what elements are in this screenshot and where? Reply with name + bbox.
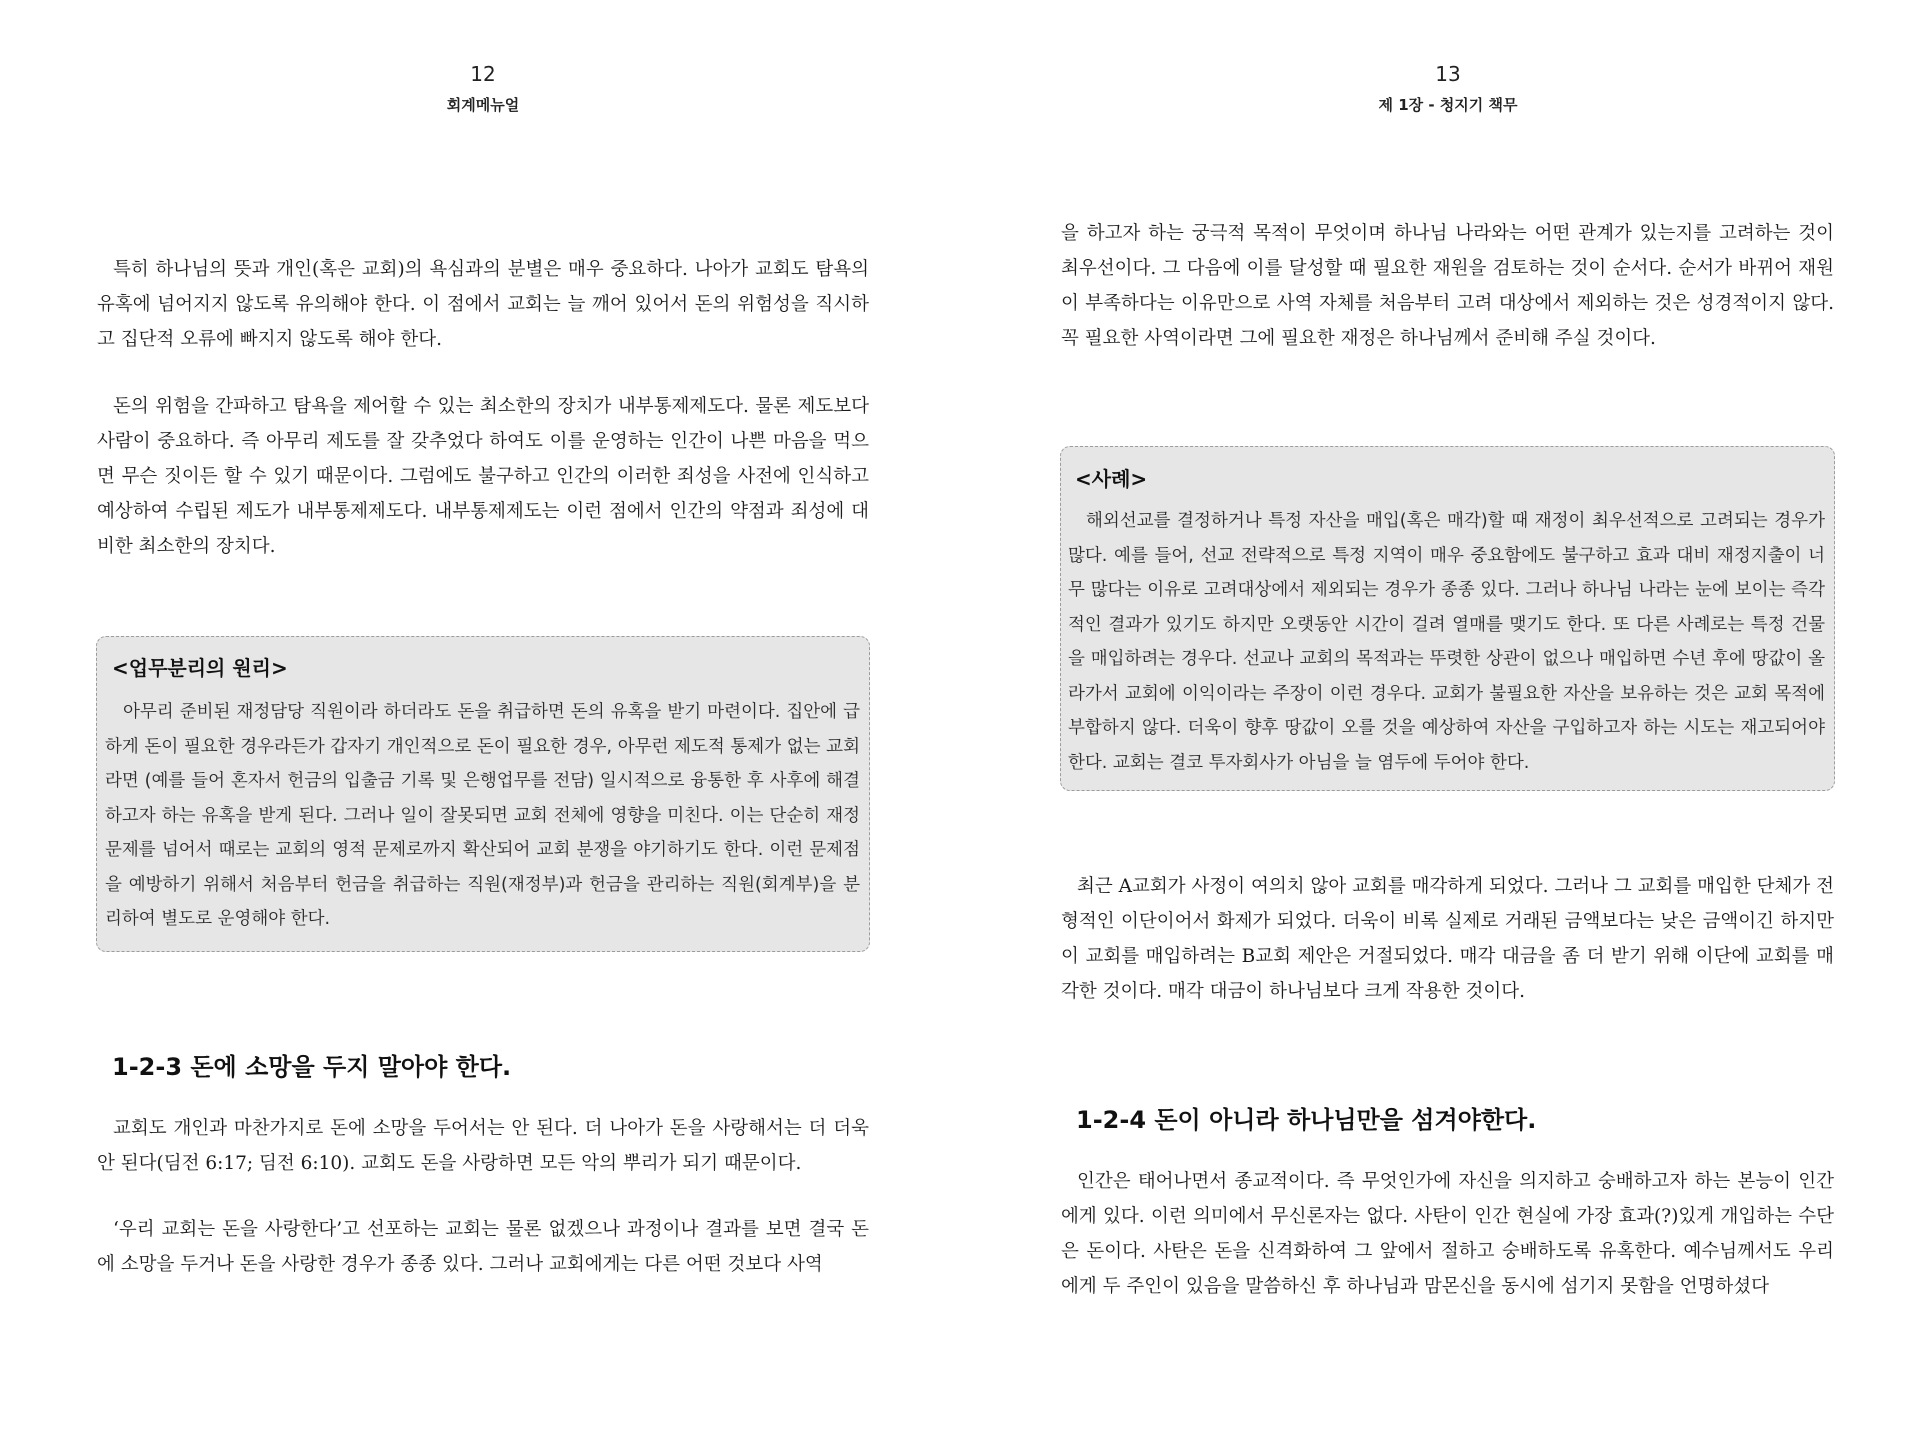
left-page: 12 회계메뉴얼 특히 하나님의 뜻과 개인(혹은 교회)의 욕심과의 분별은 매우 중요하다. 나아가 교회도 탐욕의 유혹에 넘어지지 않도록 유의해야 한다. 이 점에서 교회는 늘 깨어 있어서 돈의 위험성을 직시하고 집단적 오류에 빠지지 않도록 해야 한다. 돈의 위험을 간파하고 탐욕을 제어할 수 있는 최소한의 장치가 내부통제제도다. 물론 제도보다 사람이 중요하다. 즉 아무리 제도를 잘 갖추었다 하여도 이를 운영하는 인간이 나쁜 마음을 먹으면 무슨 짓이든 할 수 있기 때문이다. 그럼에도 불구하고 인간의 이러한 죄성을 사전에 인식하고 예상하여 수립된 제도가 내부통제제도다. 내부통제제도는 이런 점에서 인간의 약점과 죄성에 대비한 최소한의 장치다. <업무분리의 원리> 아무리 준비된 재정담당 직원이라 하더라도 돈을 취급하면 돈의 유혹을 받기 마련이다. 집안에 급하게 돈이 필요한 경우라든가 갑자기 개인적으로 돈이 필요한 경우, 아무런 제도적 통제가 없는 교회라면 (예를 들어 혼자서 헌금의 입출금 기록 및 은행업무를 전담) 일시적으로 융통한 후 사후에 해결하고자 하는 유혹을 받게 된다. 그러나 일이 잘못되면 교회 전체에 영향을 미친다. 이는 단순히 재정 문제를 넘어서 때로는 교회의 영적 문제로까지 확산되어 교회 분쟁을 야기하기도 한다. 이런 문제점을 예방하기 위해서 처음부터 헌금을 취급하는 직원(재정부)과 헌금을 관리하는 직원(회계부)을 분리하여 별도로 운영해야 한다. 1-2-3 돈에 소망을 두지 말아야 한다. 교회도 개인과 마찬가지로 돈에 소망을 두어서는 안 된다. 더 나아가 돈을 사랑해서는 더 더욱 안 된다(딤전 6:17; 딤전 6:10). 교회도 돈을 사랑하면 모든 악의 뿌리가 되기 때문이다. ‘우리 교회는 돈을 사랑한다’고 선포하는 교회는 물론 없겠으나 과정이나 결과를 보면 결국 돈에 소망을 두거나 돈을 사랑한 경우가 종종 있다. 그러나 교회에게는 다른 어떤 것보다 사역 xyxy=(0,0,960,1434)
body-paragraph: 을 하고자 하는 궁극적 목적이 무엇이며 하나님 나라와는 어떤 관계가 있는지를 고려하는 것이 최우선이다. 그 다음에 이를 달성할 때 필요한 재원을 검토하는 것이 순서다. 순서가 바뀌어 재원이 부족하다는 이유만으로 사역 자체를 처음부터 고려 대상에서 제외하는 것은 성경적이지 않다. 꼭 필요한 사역이라면 그에 필요한 재정은 하나님께서 준비해 주실 것이다. xyxy=(1061,223,1834,349)
section-heading: 1-2-4 돈이 아니라 하나님만을 섬겨야한다. xyxy=(1076,1106,1537,1134)
body-paragraph: 최근 A교회가 사정이 여의치 않아 교회를 매각하게 되었다. 그러나 그 교회를 매입한 단체가 전형적인 이단이어서 화제가 되었다. 더욱이 비록 실제로 거래된 금액보다는 낮은 금액이긴 하지만 이 교회를 매입하려는 B교회 제안은 거절되었다. 매각 대금을 좀 더 받기 위해 이단에 교회를 매각한 것이다. 매각 대금이 하나님보다 크게 작용한 것이다. xyxy=(1061,876,1834,1002)
box-title: <사례> xyxy=(1075,467,1148,491)
body-paragraph: 돈의 위험을 간파하고 탐욕을 제어할 수 있는 최소한의 장치가 내부통제제도다. 물론 제도보다 사람이 중요하다. 즉 아무리 제도를 잘 갖추었다 하여도 이를 운영하는 인간이 나쁜 마음을 먹으면 무슨 짓이든 할 수 있기 때문이다. 그럼에도 불구하고 인간의 이러한 죄성을 사전에 인식하고 예상하여 수립된 제도가 내부통제제도다. 내부통제제도는 이런 점에서 인간의 약점과 죄성에 대비한 최소한의 장치다. xyxy=(97,396,869,557)
box-body: 해외선교를 결정하거나 특정 자산을 매입(혹은 매각)할 때 재정이 최우선적으로 고려되는 경우가 많다. 예를 들어, 선교 전략적으로 특정 지역이 매우 중요함에도 불구하고 효과 대비 재정지출이 너무 많다는 이유로 고려대상에서 제외되는 경우가 종종 있다. 그러나 하나님 나라는 눈에 보이는 즉각적인 결과가 있기도 하지만 오랫동안 시간이 걸려 열매를 맺기도 한다. 또 다른 사례로는 특정 건물을 매입하려는 경우다. 선교나 교회의 목적과는 뚜렷한 상관이 없으나 매입하면 수년 후에 땅값이 올라가서 교회에 이익이라는 주장이 이런 경우다. 교회가 불필요한 자산을 보유하는 것은 교회 목적에 부합하지 않다. 더욱이 향후 땅값이 오를 것을 예상하여 자산을 구입하고자 하는 시도는 재고되어야 한다. 교회는 결코 투자회사가 아님을 늘 염두에 두어야 한다. xyxy=(1068,511,1825,773)
section-heading: 1-2-3 돈에 소망을 두지 말아야 한다. xyxy=(112,1053,512,1081)
body-paragraph: 교회도 개인과 마찬가지로 돈에 소망을 두어서는 안 된다. 더 나아가 돈을 사랑해서는 더 더욱 안 된다(딤전 6:17; 딤전 6:10). 교회도 돈을 사랑하면 모든 악의 뿌리가 되기 때문이다. xyxy=(97,1118,869,1174)
right-page: 13 제 1장 - 청지기 책무 을 하고자 하는 궁극적 목적이 무엇이며 하나님 나라와는 어떤 관계가 있는지를 고려하는 것이 최우선이다. 그 다음에 이를 달성할 때 필요한 재원을 검토하는 것이 순서다. 순서가 바뀌어 재원이 부족하다는 이유만으로 사역 자체를 처음부터 고려 대상에서 제외하는 것은 성경적이지 않다. 꼭 필요한 사역이라면 그에 필요한 재정은 하나님께서 준비해 주실 것이다. <사례> 해외선교를 결정하거나 특정 자산을 매입(혹은 매각)할 때 재정이 최우선적으로 고려되는 경우가 많다. 예를 들어, 선교 전략적으로 특정 지역이 매우 중요함에도 불구하고 효과 대비 재정지출이 너무 많다는 이유로 고려대상에서 제외되는 경우가 종종 있다. 그러나 하나님 나라는 눈에 보이는 즉각적인 결과가 있기도 하지만 오랫동안 시간이 걸려 열매를 맺기도 한다. 또 다른 사례로는 특정 건물을 매입하려는 경우다. 선교나 교회의 목적과는 뚜렷한 상관이 없으나 매입하면 수년 후에 땅값이 올라가서 교회에 이익이라는 주장이 이런 경우다. 교회가 불필요한 자산을 보유하는 것은 교회 목적에 부합하지 않다. 더욱이 향후 땅값이 오를 것을 예상하여 자산을 구입하고자 하는 시도는 재고되어야 한다. 교회는 결코 투자회사가 아님을 늘 염두에 두어야 한다. 최근 A교회가 사정이 여의치 않아 교회를 매각하게 되었다. 그러나 그 교회를 매입한 단체가 전형적인 이단이어서 화제가 되었다. 더욱이 비록 실제로 거래된 금액보다는 낮은 금액이긴 하지만 이 교회를 매입하려는 B교회 제안은 거절되었다. 매각 대금을 좀 더 받기 위해 이단에 교회를 매각한 것이다. 매각 대금이 하나님보다 크게 작용한 것이다. 1-2-4 돈이 아니라 하나님만을 섬겨야한다. 인간은 태어나면서 종교적이다. 즉 무엇인가에 자신을 의지하고 숭배하고자 하는 본능이 인간에게 있다. 이런 의미에서 무신론자는 없다. 사탄이 인간 현실에 가장 효과(?)있게 개입하는 수단은 돈이다. 사탄은 돈을 신격화하여 그 앞에서 절하고 숭배하도록 유혹한다. 예수님께서도 우리에게 두 주인이 있음을 말씀하신 후 하나님과 맘몬신을 동시에 섬기지 못함을 언명하셨다 xyxy=(960,0,1920,1434)
body-paragraph: 인간은 태어나면서 종교적이다. 즉 무엇인가에 자신을 의지하고 숭배하고자 하는 본능이 인간에게 있다. 이런 의미에서 무신론자는 없다. 사탄이 인간 현실에 가장 효과(?)있게 개입하는 수단은 돈이다. 사탄은 돈을 신격화하여 그 앞에서 절하고 숭배하도록 유혹한다. 예수님께서도 우리에게 두 주인이 있음을 말씀하신 후 하나님과 맘몬신을 동시에 섬기지 못함을 언명하셨다 xyxy=(1061,1171,1834,1297)
body-paragraph: 특히 하나님의 뜻과 개인(혹은 교회)의 욕심과의 분별은 매우 중요하다. 나아가 교회도 탐욕의 유혹에 넘어지지 않도록 유의해야 한다. 이 점에서 교회는 늘 깨어 있어서 돈의 위험성을 직시하고 집단적 오류에 빠지지 않도록 해야 한다. xyxy=(97,259,869,350)
box-title: <업무분리의 원리> xyxy=(112,656,288,680)
box-body: 아무리 준비된 재정담당 직원이라 하더라도 돈을 취급하면 돈의 유혹을 받기 마련이다. 집안에 급하게 돈이 필요한 경우라든가 갑자기 개인적으로 돈이 필요한 경우, 아무런 제도적 통제가 없는 교회라면 (예를 들어 혼자서 헌금의 입출금 기록 및 은행업무를 전담) 일시적으로 융통한 후 사후에 해결하고자 하는 유혹을 받게 된다. 그러나 일이 잘못되면 교회 전체에 영향을 미친다. 이는 단순히 재정 문제를 넘어서 때로는 교회의 영적 문제로까지 확산되어 교회 분쟁을 야기하기도 한다. 이런 문제점을 예방하기 위해서 처음부터 헌금을 취급하는 직원(재정부)과 헌금을 관리하는 직원(회계부)을 분리하여 별도로 운영해야 한다. xyxy=(105,702,860,929)
body-paragraph: ‘우리 교회는 돈을 사랑한다’고 선포하는 교회는 물론 없겠으나 과정이나 결과를 보면 결국 돈에 소망을 두거나 돈을 사랑한 경우가 종종 있다. 그러나 교회에게는 다른 어떤 것보다 사역 xyxy=(97,1219,869,1275)
